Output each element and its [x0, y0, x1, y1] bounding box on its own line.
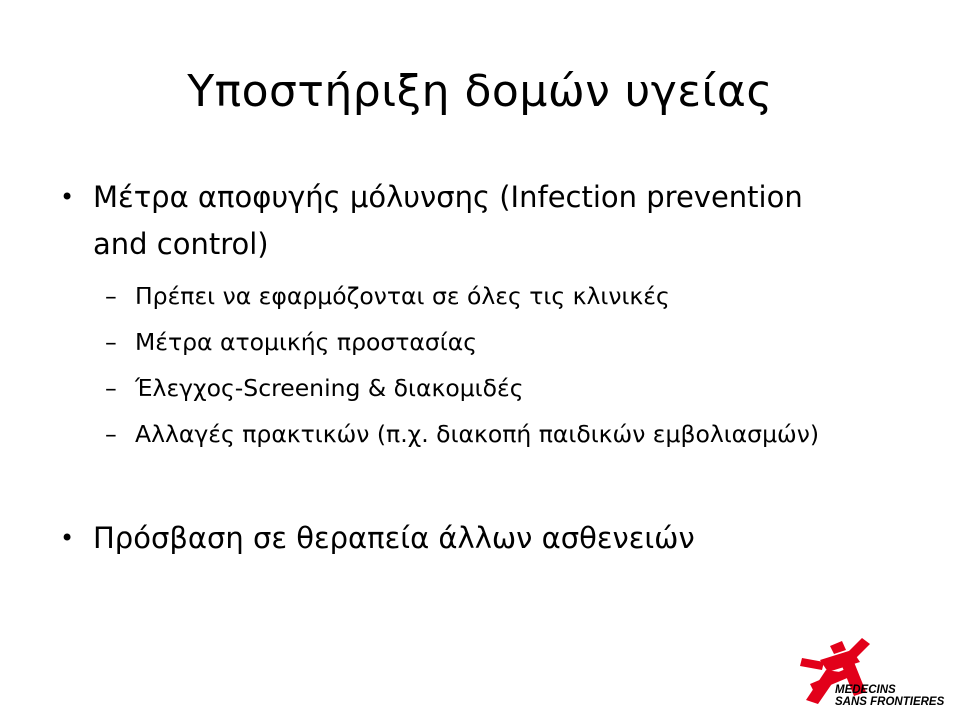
- sub-bullet-item: [60, 411, 920, 457]
- bullet-marker: •: [60, 524, 75, 552]
- sub-bullet-marker: –: [105, 282, 117, 310]
- slide-content: [60, 174, 920, 562]
- bullet-marker: •: [60, 183, 75, 211]
- sub-bullet-text: Έλεγχος-Screening & διακομιδές: [135, 374, 524, 402]
- sub-bullet-item: [60, 273, 920, 319]
- bullet-treatment-access: [60, 515, 920, 562]
- bullet-infection-prevention: [60, 174, 920, 268]
- sub-bullet-text: Πρέπει να εφαρμόζονται σε όλες τις κλινικές: [135, 282, 670, 310]
- sub-bullet-list: [60, 273, 920, 457]
- sub-bullet-text: Αλλαγές πρακτικών (π.χ. διακοπή παιδικών εμβολιασμών): [135, 420, 819, 448]
- sub-bullet-text: Μέτρα ατομικής προστασίας: [135, 328, 478, 356]
- bullet-text-line2: and control): [93, 227, 269, 261]
- bullet-text-line1: Μέτρα αποφυγής μόλυνσης (Infection prevention: [93, 180, 803, 214]
- logo-line1: MEDECINS: [835, 684, 896, 696]
- bullet-text: Πρόσβαση σε θεραπεία άλλων ασθενειών: [93, 521, 695, 555]
- slide-title: Υποστήριξη δομών υγείας: [187, 66, 773, 117]
- logo-line2: SANS FRONTIERES: [835, 696, 945, 708]
- msf-logo-text: [835, 684, 944, 708]
- sub-bullet-marker: –: [105, 374, 117, 402]
- spacer: [60, 457, 920, 515]
- sub-bullet-marker: –: [105, 328, 117, 356]
- sub-bullet-item: [60, 319, 920, 365]
- sub-bullet-item: [60, 365, 920, 411]
- sub-bullet-marker: –: [105, 420, 117, 448]
